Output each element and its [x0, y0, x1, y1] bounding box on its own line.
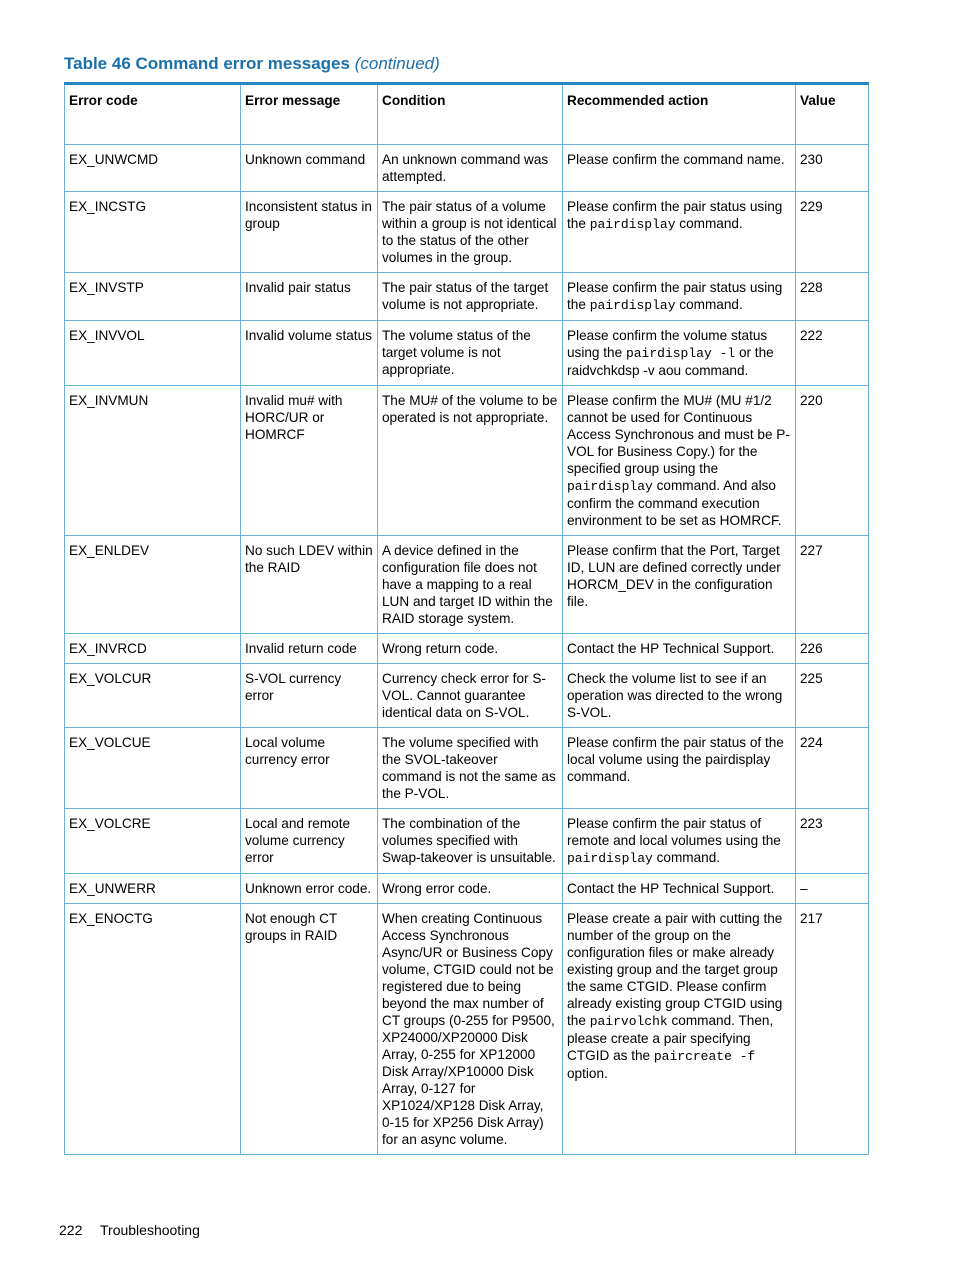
table-row: [65, 634, 869, 664]
error-code-cell: EX_VOLCRE: [65, 809, 241, 874]
command-code: paircreate -f: [653, 1049, 756, 1064]
value-cell: 224: [796, 728, 869, 809]
page-number: 222: [59, 1222, 83, 1238]
error-message-cell: S-VOL currency error: [241, 664, 378, 728]
command-code: pairdisplay: [589, 298, 676, 313]
action-text: command.: [675, 297, 743, 312]
condition-cell: The MU# of the volume to be operated is not appropriate.: [378, 386, 563, 536]
error-message-cell: Unknown error code.: [241, 874, 378, 904]
recommended-action-cell: [563, 728, 796, 809]
error-message-cell: Inconsistent status in group: [241, 192, 378, 273]
column-header-value: Value: [796, 84, 869, 145]
error-message-cell: Local volume currency error: [241, 728, 378, 809]
error-code-cell: EX_INCSTG: [65, 192, 241, 273]
command-code: pairvolchk: [589, 1014, 668, 1029]
action-text: Please confirm that the Port, Target ID, LUN are defined correctly under HORCM_DEV in the configuration file.: [567, 543, 781, 609]
recommended-action-cell: [563, 321, 796, 386]
action-text: command. Then, please create a pair specifying CTGID as the: [567, 1013, 774, 1063]
error-code-cell: EX_ENLDEV: [65, 536, 241, 634]
error-code-cell: EX_VOLCUE: [65, 728, 241, 809]
action-text: Contact the HP Technical Support.: [567, 641, 775, 656]
error-message-cell: Invalid volume status: [241, 321, 378, 386]
value-cell: 228: [796, 273, 869, 321]
action-text: Please confirm the command name.: [567, 152, 785, 167]
command-code: pairdisplay: [567, 479, 653, 494]
error-code-cell: EX_ENOCTG: [65, 904, 241, 1155]
command-code: pairdisplay: [567, 851, 653, 866]
condition-cell: A device defined in the configuration file does not have a mapping to a real LUN and target ID within the RAID storage system.: [378, 536, 563, 634]
action-text: Check the volume list to see if an operation was directed to the wrong S-VOL.: [567, 671, 783, 720]
table-row: [65, 728, 869, 809]
error-code-cell: EX_INVSTP: [65, 273, 241, 321]
action-text: Please create a pair with cutting the number of the group on the configuration files or make already existing group and the target group the same CTGID. Please confirm already existing group CTGID using the: [567, 911, 783, 1028]
value-cell: 220: [796, 386, 869, 536]
error-messages-table-container: [64, 82, 868, 1155]
error-message-cell: Invalid pair status: [241, 273, 378, 321]
value-cell: 226: [796, 634, 869, 664]
table-body: [65, 145, 869, 1155]
error-message-cell: Invalid return code: [241, 634, 378, 664]
value-cell: 225: [796, 664, 869, 728]
table-row: [65, 386, 869, 536]
recommended-action-cell: [563, 664, 796, 728]
recommended-action-cell: [563, 874, 796, 904]
column-header-condition: Condition: [378, 84, 563, 145]
error-code-cell: EX_INVRCD: [65, 634, 241, 664]
error-code-cell: EX_UNWERR: [65, 874, 241, 904]
table-caption-title: Table 46 Command error messages: [64, 54, 350, 73]
action-text: Please confirm the MU# (MU #1/2 cannot be used for Continuous Access Synchronous and must be P-VOL for Business Copy.) for the specified group using the: [567, 393, 790, 476]
command-code: pairdisplay -l: [625, 346, 736, 361]
command-code: pairdisplay: [589, 217, 676, 232]
action-text: Please confirm the pair status of remote and local volumes using the: [567, 816, 781, 848]
error-message-cell: Not enough CT groups in RAID: [241, 904, 378, 1155]
value-cell: 217: [796, 904, 869, 1155]
table-caption-continued: (continued): [354, 54, 440, 73]
footer-section-title: Troubleshooting: [100, 1222, 200, 1238]
table-row: [65, 664, 869, 728]
action-text: option.: [567, 1066, 608, 1081]
recommended-action-cell: [563, 273, 796, 321]
value-cell: 230: [796, 145, 869, 192]
action-text: Contact the HP Technical Support.: [567, 881, 775, 896]
value-cell: 222: [796, 321, 869, 386]
condition-cell: When creating Continuous Access Synchronous Async/UR or Business Copy volume, CTGID could not be registered due to being beyond the max number of CT groups (0-255 for P9500, XP24000/XP20000 Disk Array, 0-255 for XP12000 Disk Array/XP10000 Disk Array, 0-127 for XP1024/XP128 Disk Array, 0-15 for XP256 Disk Array) for an async volume.: [378, 904, 563, 1155]
error-code-cell: EX_INVVOL: [65, 321, 241, 386]
recommended-action-cell: [563, 145, 796, 192]
page-footer: [59, 1222, 200, 1238]
table-caption: [64, 54, 440, 74]
condition-cell: Wrong error code.: [378, 874, 563, 904]
condition-cell: Currency check error for S-VOL. Cannot guarantee identical data on S-VOL.: [378, 664, 563, 728]
condition-cell: An unknown command was attempted.: [378, 145, 563, 192]
column-header-recommended-action: Recommended action: [563, 84, 796, 145]
condition-cell: Wrong return code.: [378, 634, 563, 664]
table-header-row: [65, 84, 869, 145]
action-text: or the raidvchkdsp -v aou command.: [567, 345, 774, 378]
action-text: Please confirm the volume status using the: [567, 328, 768, 360]
value-cell: 229: [796, 192, 869, 273]
condition-cell: The pair status of a volume within a group is not identical to the status of the other volumes in the group.: [378, 192, 563, 273]
column-header-error-code: Error code: [65, 84, 241, 145]
recommended-action-cell: [563, 904, 796, 1155]
table-row: [65, 273, 869, 321]
error-message-cell: Invalid mu# with HORC/UR or HOMRCF: [241, 386, 378, 536]
action-text: command. And also confirm the command execution environment to be set as HOMRCF.: [567, 478, 782, 528]
condition-cell: The volume status of the target volume is not appropriate.: [378, 321, 563, 386]
recommended-action-cell: [563, 192, 796, 273]
action-text: command.: [675, 216, 743, 231]
recommended-action-cell: [563, 386, 796, 536]
condition-cell: The pair status of the target volume is not appropriate.: [378, 273, 563, 321]
error-code-cell: EX_UNWCMD: [65, 145, 241, 192]
value-cell: 227: [796, 536, 869, 634]
error-message-cell: Unknown command: [241, 145, 378, 192]
action-text: Please confirm the pair status using the: [567, 280, 783, 312]
table-row: [65, 874, 869, 904]
recommended-action-cell: [563, 809, 796, 874]
condition-cell: The volume specified with the SVOL-takeover command is not the same as the P-VOL.: [378, 728, 563, 809]
error-code-cell: EX_INVMUN: [65, 386, 241, 536]
action-text: command.: [652, 850, 721, 865]
condition-cell: The combination of the volumes specified with Swap-takeover is unsuitable.: [378, 809, 563, 874]
action-text: Please confirm the pair status of the local volume using the pairdisplay command.: [567, 735, 784, 784]
value-cell: –: [796, 874, 869, 904]
error-code-cell: EX_VOLCUR: [65, 664, 241, 728]
value-cell: 223: [796, 809, 869, 874]
error-message-cell: Local and remote volume currency error: [241, 809, 378, 874]
recommended-action-cell: [563, 536, 796, 634]
table-row: [65, 145, 869, 192]
table-row: [65, 321, 869, 386]
table-row: [65, 809, 869, 874]
error-messages-table: [64, 82, 869, 1155]
column-header-error-message: Error message: [241, 84, 378, 145]
recommended-action-cell: [563, 634, 796, 664]
table-row: [65, 536, 869, 634]
action-text: Please confirm the pair status using the: [567, 199, 783, 231]
error-message-cell: No such LDEV within the RAID: [241, 536, 378, 634]
table-row: [65, 904, 869, 1155]
table-row: [65, 192, 869, 273]
